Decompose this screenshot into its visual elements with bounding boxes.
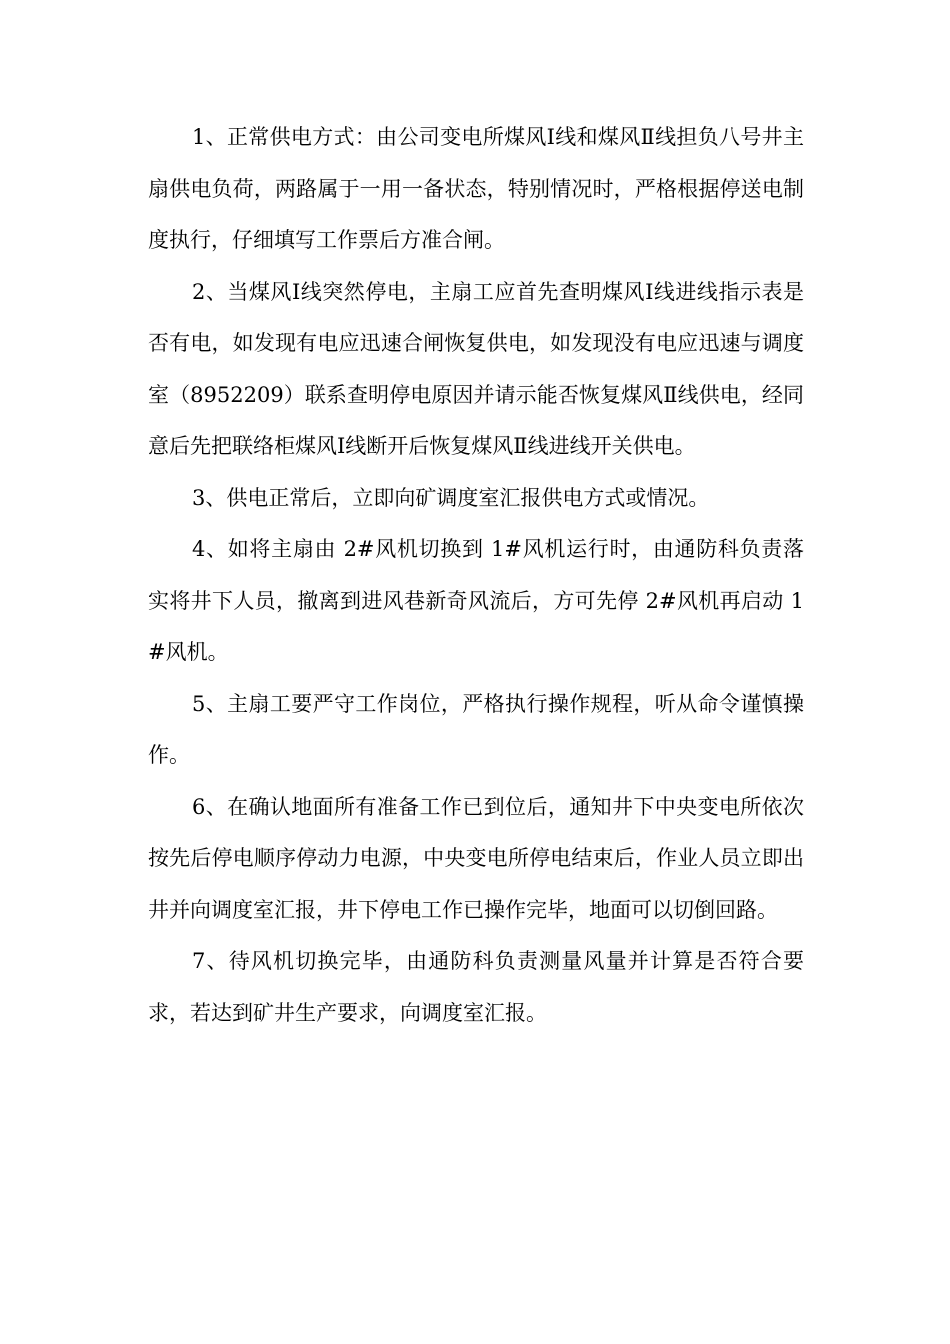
paragraph-2: 2、当煤风Ⅰ线突然停电，主扇工应首先查明煤风Ⅰ线进线指示表是否有电，如发现有电应迅速合闸恢复供电，如发现没有电应迅速与调度室（8952209）联系查明停电原因并请示能否恢复煤风Ⅱ线供电，经同意后先把联络柜煤风Ⅰ线断开后恢复煤风Ⅱ线进线开关供电。 [148, 279, 804, 458]
paragraph-3: 3、供电正常后，立即向矿调度室汇报供电方式或情况。 [192, 485, 710, 510]
paragraph-1: 1、正常供电方式：由公司变电所煤风Ⅰ线和煤风Ⅱ线担负八号井主扇供电负荷，两路属于一用一备状态，特别情况时，严格根据停送电制度执行，仔细填写工作票后方准合闸。 [148, 125, 804, 252]
paragraph-6: 6、在确认地面所有准备工作已到位后，通知井下中央变电所依次按先后停电顺序停动力电源，中央变电所停电结束后，作业人员立即出井并向调度室汇报，井下停电工作已操作完毕，地面可以切倒回路。 [148, 794, 804, 922]
document-body [148, 112, 804, 1039]
paragraph-4: 4、如将主扇由 2#风机切换到 1#风机运行时，由通防科负责落实将井下人员，撤离到进风巷新奇风流后，方可先停 2#风机再启动 1#风机。 [148, 537, 804, 664]
paragraph-7: 7、待风机切换完毕，由通防科负责测量风量并计算是否符合要求，若达到矿井生产要求，向调度室汇报。 [148, 949, 804, 1025]
paragraph-5: 5、主扇工要严守工作岗位，严格执行操作规程，听从命令谨慎操作。 [148, 691, 804, 767]
